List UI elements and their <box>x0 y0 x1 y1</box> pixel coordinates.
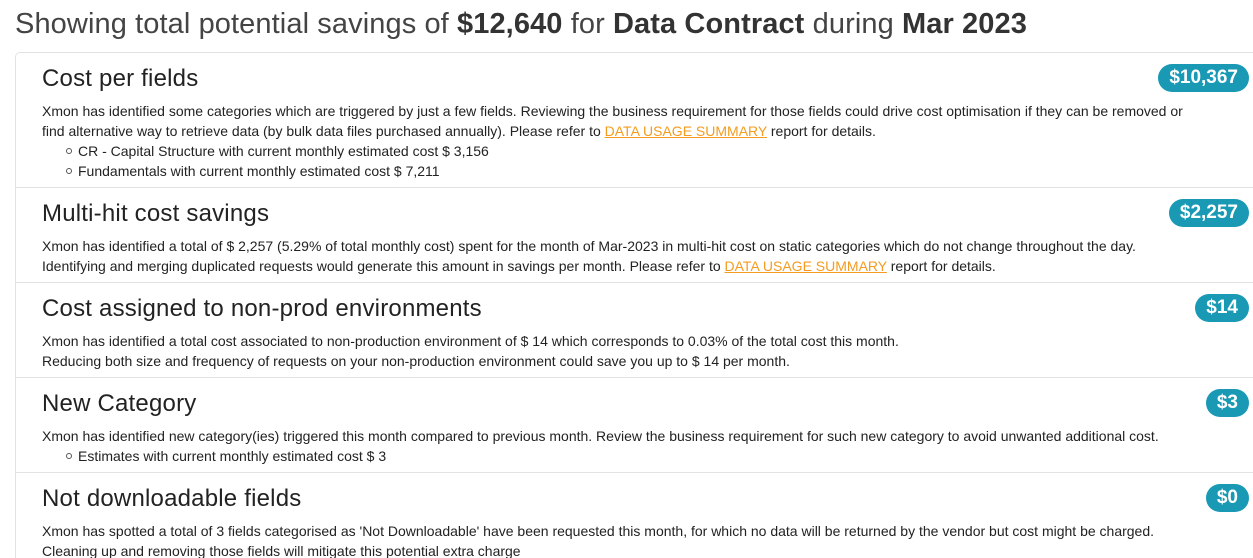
savings-item-non-prod <box>16 283 1253 378</box>
savings-badge: $3 <box>1206 389 1249 417</box>
data-usage-summary-link[interactable]: DATA USAGE SUMMARY <box>724 258 887 274</box>
savings-badge: $14 <box>1195 294 1249 322</box>
description-text: Identifying and merging duplicated requests would generate this amount in savings per month. Please refer to <box>42 258 725 274</box>
item-title: New Category <box>42 390 197 417</box>
item-description <box>42 331 1192 371</box>
description-line-1: Xmon has spotted a total of 3 fields categorised as 'Not Downloadable' have been requested this month, for which no data will be returned by the vendor but cost might be charged. Cleaning up and removing those fields will mitigate this potential extra charge <box>42 523 1155 558</box>
savings-item-new-category <box>16 378 1253 473</box>
savings-item-multi-hit <box>16 188 1253 283</box>
headline-mid2: during <box>804 8 902 40</box>
description-line-1: Xmon has identified a total cost associated to non-production environment of $ 14 which corresponds to 0.03% of the total cost this month. <box>42 333 899 349</box>
item-title: Not downloadable fields <box>42 485 302 512</box>
description-line-1: Xmon has identified new category(ies) triggered this month compared to previous month. Review the business requirement for such new category to avoid unwanted additional cost. <box>42 428 1159 444</box>
category-list <box>42 446 1253 466</box>
headline-prefix: Showing total potential savings of <box>15 8 457 40</box>
description-text-end: report for details. <box>886 258 996 274</box>
savings-badge: $0 <box>1206 484 1249 512</box>
data-usage-summary-link[interactable]: DATA USAGE SUMMARY <box>604 123 767 139</box>
savings-item-not-downloadable <box>16 473 1253 558</box>
list-item: Fundamentals with current monthly estimated cost $ 7,211 <box>78 161 1253 181</box>
headline-mid1: for <box>562 8 613 40</box>
page-title <box>15 8 1027 41</box>
category-list <box>42 141 1253 181</box>
savings-badge: $2,257 <box>1169 199 1249 227</box>
savings-item-cost-per-fields <box>16 53 1253 188</box>
description-text: Xmon has identified some categories which are triggered by just a few fields. Reviewing the business requirement for those fields could drive cost optimisation if they can be removed or find alternative way to retrieve data (by bulk data files purchased annually). Please refer to <box>42 103 1183 139</box>
description-line-2 <box>42 256 1192 276</box>
savings-list <box>15 52 1253 558</box>
description-line-1: Xmon has identified a total of $ 2,257 (5.29% of total monthly cost) spent for the month of Mar-2023 in multi-hit cost on static categories which do not change throughout the day. <box>42 238 1136 254</box>
list-item: CR - Capital Structure with current monthly estimated cost $ 3,156 <box>78 141 1253 161</box>
total-savings-amount: $12,640 <box>457 8 563 40</box>
item-description <box>42 101 1192 141</box>
item-title: Cost assigned to non-prod environments <box>42 295 482 322</box>
item-title: Multi-hit cost savings <box>42 200 270 227</box>
list-item: Estimates with current monthly estimated cost $ 3 <box>78 446 1253 466</box>
description-text-end: report for details. <box>766 123 876 139</box>
item-description <box>42 521 1192 558</box>
item-description <box>42 426 1192 446</box>
item-description <box>42 236 1192 276</box>
savings-badge: $10,367 <box>1158 64 1249 92</box>
item-title: Cost per fields <box>42 65 199 92</box>
contract-name: Data Contract <box>613 8 805 40</box>
description-line-2: Reducing both size and frequency of requests on your non-production environment could save you up to $ 14 per month. <box>42 353 790 369</box>
period: Mar 2023 <box>901 8 1027 40</box>
